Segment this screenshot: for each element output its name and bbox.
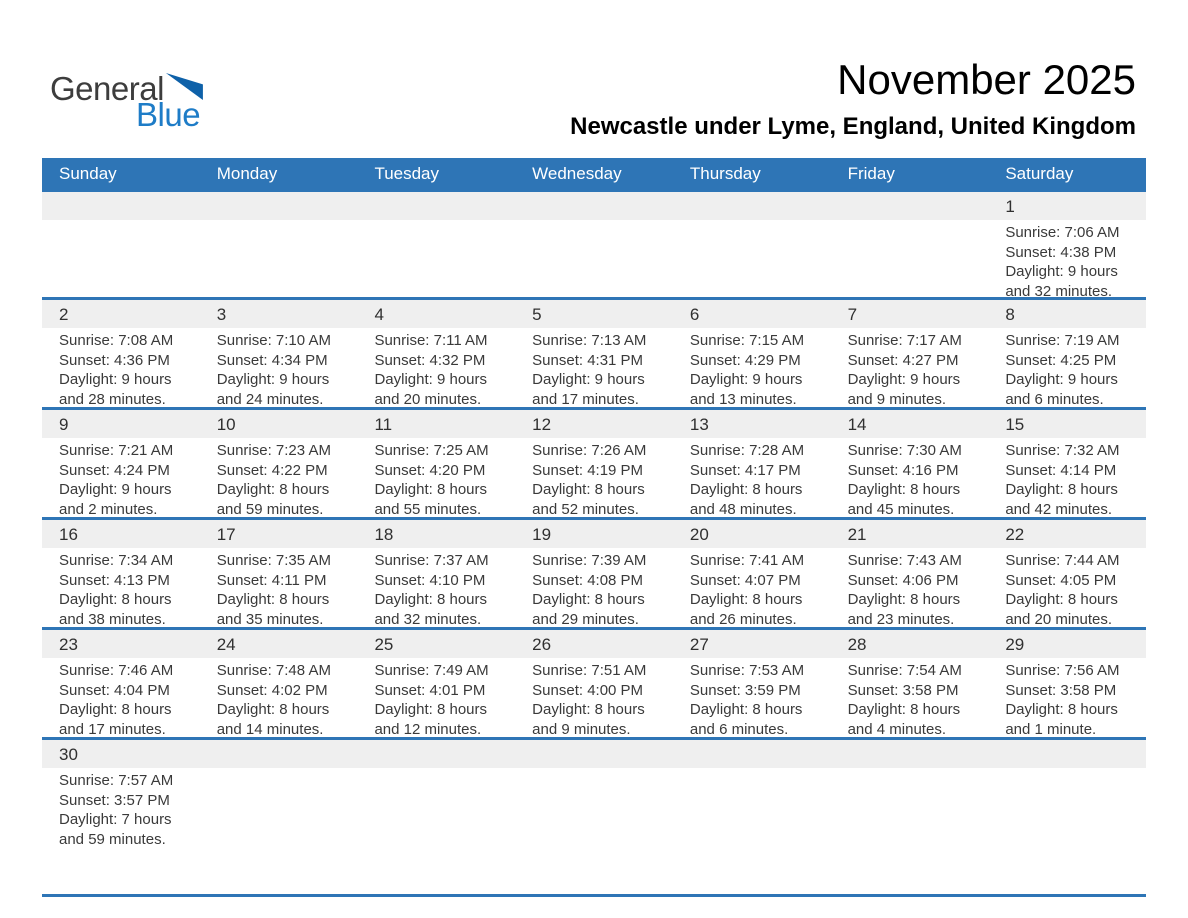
sunset-text: Sunset: 4:00 PM xyxy=(532,681,644,699)
sunset-text: Sunset: 4:01 PM xyxy=(374,681,486,699)
weekday-tuesday: Tuesday xyxy=(374,163,440,183)
general-blue-logo xyxy=(50,72,203,131)
sunset-text: Sunset: 4:04 PM xyxy=(59,681,170,699)
daylight-text: Daylight: 8 hours xyxy=(532,481,645,498)
day-details xyxy=(200,438,358,517)
week-row-4 xyxy=(42,517,1146,627)
day-cell-7 xyxy=(831,300,989,407)
day-number: 19 xyxy=(515,520,673,548)
sunrise-text: Sunrise: 7:11 AM xyxy=(374,332,488,349)
daylight-text: Daylight: 8 hours xyxy=(847,701,961,718)
sunset-text: Sunset: 4:34 PM xyxy=(216,351,328,369)
calendar-table xyxy=(42,158,1146,897)
day-details xyxy=(357,328,515,407)
day-cell-10 xyxy=(200,410,358,517)
day-number-empty xyxy=(200,740,358,768)
day-number-empty xyxy=(988,740,1146,768)
sunset-text: Sunset: 4:02 PM xyxy=(216,681,328,699)
day-cell-22 xyxy=(988,520,1146,627)
day-cell-12 xyxy=(515,410,673,517)
sunset-text: Sunset: 4:24 PM xyxy=(59,461,170,479)
day-details xyxy=(42,438,200,517)
day-cell-14 xyxy=(831,410,989,517)
daylight-text-cont: and 9 minutes. xyxy=(847,390,946,407)
daylight-text-cont: and 32 minutes. xyxy=(1005,282,1113,297)
sunset-text: Sunset: 4:07 PM xyxy=(689,571,801,589)
day-details xyxy=(200,548,358,627)
daylight-text-cont: and 13 minutes. xyxy=(689,390,797,407)
weekday-wednesday: Wednesday xyxy=(532,163,622,183)
day-number: 9 xyxy=(42,410,200,438)
day-details xyxy=(988,328,1146,407)
daylight-text: Daylight: 8 hours xyxy=(374,481,487,498)
day-number: 30 xyxy=(42,740,200,768)
day-number: 11 xyxy=(357,410,515,438)
day-cell-17 xyxy=(200,520,358,627)
daylight-text-cont: and 35 minutes. xyxy=(216,610,324,627)
day-cell-21 xyxy=(831,520,989,627)
sunrise-text: Sunrise: 7:26 AM xyxy=(532,442,647,459)
day-number: 21 xyxy=(831,520,989,548)
day-number-empty xyxy=(515,740,673,768)
day-details xyxy=(200,658,358,737)
day-details xyxy=(42,768,200,849)
day-details xyxy=(988,220,1146,297)
sunrise-text: Sunrise: 7:19 AM xyxy=(1005,332,1120,349)
empty-day-cell xyxy=(357,192,515,297)
daylight-text: Daylight: 9 hours xyxy=(216,371,330,388)
logo-text-blue: Blue xyxy=(136,96,201,133)
daylight-text: Daylight: 8 hours xyxy=(374,591,487,608)
daylight-text: Daylight: 8 hours xyxy=(1005,591,1118,608)
daylight-text: Daylight: 8 hours xyxy=(847,481,961,498)
day-number: 28 xyxy=(831,630,989,658)
sunrise-text: Sunrise: 7:30 AM xyxy=(847,442,962,459)
daylight-text-cont: and 9 minutes. xyxy=(532,720,631,737)
day-number: 13 xyxy=(673,410,831,438)
day-details xyxy=(831,658,989,737)
day-details xyxy=(357,548,515,627)
daylight-text-cont: and 6 minutes. xyxy=(1005,390,1104,407)
day-number: 27 xyxy=(673,630,831,658)
daylight-text: Daylight: 7 hours xyxy=(59,811,172,828)
weekday-thursday: Thursday xyxy=(689,163,761,183)
sunset-text: Sunset: 4:31 PM xyxy=(532,351,644,369)
sunrise-text: Sunrise: 7:08 AM xyxy=(59,332,174,349)
empty-day-cell xyxy=(673,192,831,297)
day-details xyxy=(988,658,1146,737)
day-number-empty xyxy=(831,192,989,220)
day-number-empty xyxy=(515,192,673,220)
week-row-1 xyxy=(42,189,1146,297)
day-number: 10 xyxy=(200,410,358,438)
daylight-text-cont: and 28 minutes. xyxy=(59,390,166,407)
daylight-text: Daylight: 8 hours xyxy=(59,701,172,718)
sunrise-text: Sunrise: 7:28 AM xyxy=(689,442,805,459)
empty-day-cell xyxy=(515,192,673,297)
day-number: 17 xyxy=(200,520,358,548)
sunset-text: Sunset: 4:05 PM xyxy=(1005,571,1117,589)
masthead xyxy=(0,0,1188,158)
daylight-text: Daylight: 8 hours xyxy=(689,701,803,718)
day-number: 8 xyxy=(988,300,1146,328)
day-cell-19 xyxy=(515,520,673,627)
sunrise-text: Sunrise: 7:48 AM xyxy=(216,662,331,679)
daylight-text-cont: and 17 minutes. xyxy=(59,720,166,737)
daylight-text-cont: and 24 minutes. xyxy=(216,390,324,407)
week-row-6 xyxy=(42,737,1146,894)
empty-day-cell xyxy=(673,740,831,894)
day-cell-29 xyxy=(988,630,1146,737)
daylight-text-cont: and 12 minutes. xyxy=(374,720,482,737)
daylight-text-cont: and 55 minutes. xyxy=(374,500,482,517)
daylight-text-cont: and 48 minutes. xyxy=(689,500,797,517)
daylight-text-cont: and 29 minutes. xyxy=(532,610,639,627)
day-number: 1 xyxy=(988,192,1146,220)
sunset-text: Sunset: 3:57 PM xyxy=(59,791,170,809)
day-cell-11 xyxy=(357,410,515,517)
daylight-text: Daylight: 8 hours xyxy=(689,591,803,608)
day-details xyxy=(200,328,358,407)
daylight-text-cont: and 20 minutes. xyxy=(374,390,482,407)
daylight-text-cont: and 32 minutes. xyxy=(374,610,482,627)
day-details xyxy=(831,438,989,517)
daylight-text-cont: and 23 minutes. xyxy=(847,610,955,627)
day-number: 2 xyxy=(42,300,200,328)
day-number: 15 xyxy=(988,410,1146,438)
day-details xyxy=(831,328,989,407)
sunset-text: Sunset: 3:59 PM xyxy=(689,681,801,699)
sunrise-text: Sunrise: 7:13 AM xyxy=(532,332,647,349)
week-row-2 xyxy=(42,297,1146,407)
sunrise-text: Sunrise: 7:56 AM xyxy=(1005,662,1120,679)
sunset-text: Sunset: 4:36 PM xyxy=(59,351,170,369)
daylight-text: Daylight: 8 hours xyxy=(532,591,645,608)
day-cell-9 xyxy=(42,410,200,517)
empty-day-cell xyxy=(42,192,200,297)
day-number: 6 xyxy=(673,300,831,328)
daylight-text: Daylight: 9 hours xyxy=(374,371,487,388)
calendar-body xyxy=(42,189,1146,894)
day-number-empty xyxy=(42,192,200,220)
sunrise-text: Sunrise: 7:23 AM xyxy=(216,442,331,459)
sunset-text: Sunset: 4:32 PM xyxy=(374,351,486,369)
sunrise-text: Sunrise: 7:10 AM xyxy=(216,332,331,349)
daylight-text: Daylight: 8 hours xyxy=(847,591,961,608)
day-number: 22 xyxy=(988,520,1146,548)
day-details xyxy=(357,438,515,517)
day-cell-15 xyxy=(988,410,1146,517)
day-cell-24 xyxy=(200,630,358,737)
daylight-text: Daylight: 8 hours xyxy=(1005,701,1118,718)
sunset-text: Sunset: 4:22 PM xyxy=(216,461,328,479)
sunrise-text: Sunrise: 7:06 AM xyxy=(1005,224,1120,241)
day-number: 26 xyxy=(515,630,673,658)
day-cell-25 xyxy=(357,630,515,737)
day-number-empty xyxy=(831,740,989,768)
sunrise-text: Sunrise: 7:54 AM xyxy=(847,662,962,679)
day-cell-5 xyxy=(515,300,673,407)
daylight-text: Daylight: 9 hours xyxy=(1005,263,1118,280)
sunrise-text: Sunrise: 7:46 AM xyxy=(59,662,174,679)
sunset-text: Sunset: 4:10 PM xyxy=(374,571,486,589)
weekday-friday: Friday xyxy=(847,163,895,183)
day-number: 24 xyxy=(200,630,358,658)
daylight-text-cont: and 14 minutes. xyxy=(216,720,324,737)
sunrise-text: Sunrise: 7:41 AM xyxy=(689,552,805,569)
day-number: 29 xyxy=(988,630,1146,658)
sunset-text: Sunset: 3:58 PM xyxy=(847,681,959,699)
sunrise-text: Sunrise: 7:32 AM xyxy=(1005,442,1120,459)
sunset-text: Sunset: 4:11 PM xyxy=(216,571,327,589)
day-number: 3 xyxy=(200,300,358,328)
daylight-text-cont: and 2 minutes. xyxy=(59,500,158,517)
daylight-text-cont: and 42 minutes. xyxy=(1005,500,1113,517)
sunset-text: Sunset: 4:17 PM xyxy=(689,461,801,479)
weekday-saturday: Saturday xyxy=(1005,163,1074,183)
daylight-text-cont: and 6 minutes. xyxy=(689,720,789,737)
page-subtitle: Newcastle under Lyme, England, United Kingdom xyxy=(570,113,1136,141)
day-cell-8 xyxy=(988,300,1146,407)
day-details xyxy=(988,438,1146,517)
day-details xyxy=(515,548,673,627)
day-details xyxy=(515,658,673,737)
day-details xyxy=(673,548,831,627)
daylight-text: Daylight: 9 hours xyxy=(532,371,645,388)
day-number: 7 xyxy=(831,300,989,328)
daylight-text: Daylight: 9 hours xyxy=(59,371,172,388)
sunset-text: Sunset: 4:19 PM xyxy=(532,461,644,479)
day-details xyxy=(42,328,200,407)
empty-day-cell xyxy=(200,740,358,894)
daylight-text-cont: and 4 minutes. xyxy=(847,720,946,737)
day-cell-26 xyxy=(515,630,673,737)
day-cell-30 xyxy=(42,740,200,894)
daylight-text: Daylight: 8 hours xyxy=(532,701,645,718)
weekday-monday: Monday xyxy=(216,163,278,183)
empty-day-cell xyxy=(988,740,1146,894)
sunset-text: Sunset: 4:06 PM xyxy=(847,571,959,589)
logo-text-general: General xyxy=(50,70,164,107)
day-details xyxy=(988,548,1146,627)
day-number: 20 xyxy=(673,520,831,548)
daylight-text: Daylight: 9 hours xyxy=(847,371,961,388)
sunset-text: Sunset: 4:25 PM xyxy=(1005,351,1117,369)
day-cell-16 xyxy=(42,520,200,627)
day-details xyxy=(357,658,515,737)
daylight-text: Daylight: 8 hours xyxy=(374,701,487,718)
day-cell-18 xyxy=(357,520,515,627)
day-number: 5 xyxy=(515,300,673,328)
sunrise-text: Sunrise: 7:53 AM xyxy=(689,662,805,679)
sunset-text: Sunset: 4:16 PM xyxy=(847,461,959,479)
day-cell-13 xyxy=(673,410,831,517)
daylight-text: Daylight: 9 hours xyxy=(689,371,803,388)
day-number: 16 xyxy=(42,520,200,548)
sunrise-text: Sunrise: 7:34 AM xyxy=(59,552,174,569)
empty-day-cell xyxy=(200,192,358,297)
day-number: 25 xyxy=(357,630,515,658)
sunset-text: Sunset: 3:58 PM xyxy=(1005,681,1117,699)
week-row-3 xyxy=(42,407,1146,517)
day-number: 4 xyxy=(357,300,515,328)
daylight-text: Daylight: 8 hours xyxy=(216,591,330,608)
sunrise-text: Sunrise: 7:37 AM xyxy=(374,552,489,569)
day-number: 18 xyxy=(357,520,515,548)
day-details xyxy=(42,658,200,737)
daylight-text-cont: and 17 minutes. xyxy=(532,390,639,407)
daylight-text-cont: and 26 minutes. xyxy=(689,610,797,627)
daylight-text: Daylight: 9 hours xyxy=(1005,371,1118,388)
sunset-text: Sunset: 4:27 PM xyxy=(847,351,959,369)
sunrise-text: Sunrise: 7:51 AM xyxy=(532,662,647,679)
daylight-text-cont: and 1 minute. xyxy=(1005,720,1097,737)
day-cell-28 xyxy=(831,630,989,737)
sunrise-text: Sunrise: 7:57 AM xyxy=(59,772,174,789)
daylight-text-cont: and 52 minutes. xyxy=(532,500,639,517)
day-number-empty xyxy=(200,192,358,220)
day-details xyxy=(673,328,831,407)
day-number: 23 xyxy=(42,630,200,658)
day-number: 14 xyxy=(831,410,989,438)
daylight-text-cont: and 45 minutes. xyxy=(847,500,955,517)
sunrise-text: Sunrise: 7:25 AM xyxy=(374,442,489,459)
sunrise-text: Sunrise: 7:43 AM xyxy=(847,552,962,569)
weekday-header-row xyxy=(42,158,1146,189)
daylight-text-cont: and 59 minutes. xyxy=(59,830,166,848)
daylight-text: Daylight: 9 hours xyxy=(59,481,172,498)
day-cell-27 xyxy=(673,630,831,737)
day-number-empty xyxy=(357,192,515,220)
day-details xyxy=(515,438,673,517)
day-cell-1 xyxy=(988,192,1146,297)
daylight-text-cont: and 59 minutes. xyxy=(216,500,324,517)
sunrise-text: Sunrise: 7:15 AM xyxy=(689,332,805,349)
day-number-empty xyxy=(357,740,515,768)
day-cell-20 xyxy=(673,520,831,627)
day-number-empty xyxy=(673,192,831,220)
daylight-text: Daylight: 8 hours xyxy=(216,481,330,498)
sunset-text: Sunset: 4:20 PM xyxy=(374,461,486,479)
day-cell-2 xyxy=(42,300,200,407)
daylight-text: Daylight: 8 hours xyxy=(59,591,172,608)
sunrise-text: Sunrise: 7:39 AM xyxy=(532,552,647,569)
daylight-text: Daylight: 8 hours xyxy=(216,701,330,718)
empty-day-cell xyxy=(831,740,989,894)
day-cell-4 xyxy=(357,300,515,407)
sunrise-text: Sunrise: 7:49 AM xyxy=(374,662,489,679)
day-cell-6 xyxy=(673,300,831,407)
sunrise-text: Sunrise: 7:35 AM xyxy=(216,552,331,569)
empty-day-cell xyxy=(357,740,515,894)
sunset-text: Sunset: 4:13 PM xyxy=(59,571,170,589)
day-number-empty xyxy=(673,740,831,768)
day-cell-23 xyxy=(42,630,200,737)
day-cell-3 xyxy=(200,300,358,407)
sunset-text: Sunset: 4:08 PM xyxy=(532,571,644,589)
empty-day-cell xyxy=(831,192,989,297)
sunrise-text: Sunrise: 7:21 AM xyxy=(59,442,174,459)
day-details xyxy=(673,438,831,517)
day-details xyxy=(515,328,673,407)
sunset-text: Sunset: 4:14 PM xyxy=(1005,461,1117,479)
sunrise-text: Sunrise: 7:44 AM xyxy=(1005,552,1120,569)
empty-day-cell xyxy=(515,740,673,894)
sunset-text: Sunset: 4:29 PM xyxy=(689,351,801,369)
day-number: 12 xyxy=(515,410,673,438)
sunrise-text: Sunrise: 7:17 AM xyxy=(847,332,962,349)
daylight-text-cont: and 20 minutes. xyxy=(1005,610,1113,627)
sunset-text: Sunset: 4:38 PM xyxy=(1005,243,1117,261)
daylight-text: Daylight: 8 hours xyxy=(689,481,803,498)
titles xyxy=(570,58,1136,141)
day-details xyxy=(673,658,831,737)
weekday-sunday: Sunday xyxy=(59,163,117,183)
day-details xyxy=(42,548,200,627)
daylight-text: Daylight: 8 hours xyxy=(1005,481,1118,498)
week-row-5 xyxy=(42,627,1146,737)
day-details xyxy=(831,548,989,627)
page-title: November 2025 xyxy=(837,56,1136,103)
daylight-text-cont: and 38 minutes. xyxy=(59,610,166,627)
